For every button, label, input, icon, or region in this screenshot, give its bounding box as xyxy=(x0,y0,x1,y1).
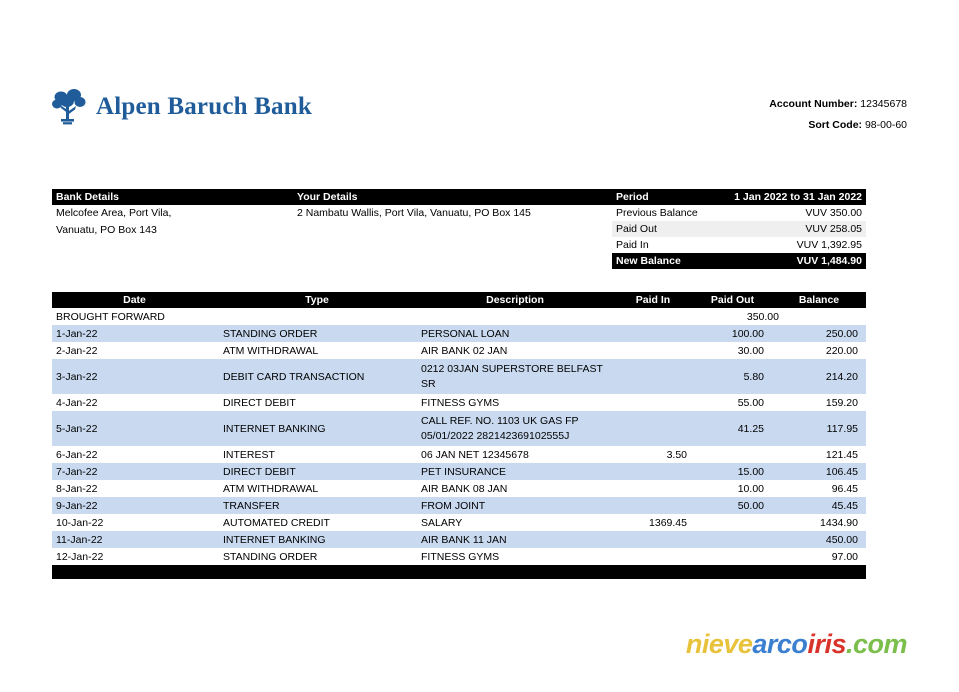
column-header-paid-in: Paid In xyxy=(635,294,671,306)
cell-description: 06 JAN NET 12345678 xyxy=(421,448,529,461)
account-number-line xyxy=(769,98,907,110)
table-row xyxy=(52,342,866,359)
cell-date: 3-Jan-22 xyxy=(56,370,98,383)
table-row xyxy=(52,531,866,548)
cell-date: 5-Jan-22 xyxy=(56,422,98,435)
cell-balance: 97.00 xyxy=(831,550,858,563)
cell-paid-out: 30.00 xyxy=(737,344,764,357)
table-row xyxy=(52,411,866,446)
table-row xyxy=(52,497,866,514)
table-row xyxy=(52,359,866,394)
brought-forward-row xyxy=(52,308,866,325)
column-header-balance: Balance xyxy=(798,294,840,306)
transactions-table xyxy=(52,292,866,579)
address-row xyxy=(52,205,612,222)
cell-date: 7-Jan-22 xyxy=(56,465,98,478)
cell-type: ATM WITHDRAWAL xyxy=(223,344,319,357)
tree-logo-icon xyxy=(52,88,86,126)
account-number-label: Account Number: xyxy=(769,98,858,110)
cell-balance: 220.00 xyxy=(825,344,858,357)
table-row xyxy=(52,463,866,480)
cell-description: PERSONAL LOAN xyxy=(421,327,510,340)
cell-description: SALARY xyxy=(421,516,463,529)
cell-type: INTERNET BANKING xyxy=(223,533,326,546)
details-section xyxy=(52,189,866,269)
watermark-part-4: .com xyxy=(845,629,907,659)
watermark-part-3: iris xyxy=(807,629,846,659)
sort-code-value: 98-00-60 xyxy=(864,119,907,131)
summary-row-new-balance xyxy=(612,253,866,269)
summary-label: Paid Out xyxy=(616,223,657,235)
cell-balance: 250.00 xyxy=(825,327,858,340)
column-header-description: Description xyxy=(486,294,544,306)
cell-type: DIRECT DEBIT xyxy=(223,465,296,478)
table-row xyxy=(52,325,866,342)
watermark-part-2: arco xyxy=(752,629,808,659)
brand xyxy=(52,88,312,126)
cell-balance: 45.45 xyxy=(831,499,858,512)
cell-date: 8-Jan-22 xyxy=(56,482,98,495)
cell-type: TRANSFER xyxy=(223,499,280,512)
address-block xyxy=(52,189,612,269)
cell-balance: 159.20 xyxy=(825,396,858,409)
cell-date: 1-Jan-22 xyxy=(56,327,98,340)
cell-description: 0212 03JAN SUPERSTORE BELFAST SR xyxy=(421,362,603,390)
summary-block xyxy=(612,189,866,269)
cell-paid-out: 50.00 xyxy=(737,499,764,512)
cell-date: 9-Jan-22 xyxy=(56,499,98,512)
cell-date: 6-Jan-22 xyxy=(56,448,98,461)
summary-label: Paid In xyxy=(616,239,649,251)
cell-date: 2-Jan-22 xyxy=(56,344,98,357)
cell-paid-out: 100.00 xyxy=(731,327,764,340)
column-header-type: Type xyxy=(305,294,329,306)
account-number-value: 12345678 xyxy=(860,98,907,110)
cell-date: 12-Jan-22 xyxy=(56,550,104,563)
details-header-row xyxy=(52,189,612,205)
account-info xyxy=(769,98,907,140)
summary-value: VUV 350.00 xyxy=(805,207,862,219)
bank-address-line1: Melcofee Area, Port Vila, xyxy=(56,207,172,219)
summary-row-paid-in xyxy=(612,237,866,253)
brought-forward-balance: 350.00 xyxy=(746,310,779,323)
cell-paid-out: 5.80 xyxy=(743,370,764,383)
summary-row-paid-out xyxy=(612,221,866,237)
cell-balance: 121.45 xyxy=(825,448,858,461)
cell-paid-in: 3.50 xyxy=(666,448,687,461)
cell-description: AIR BANK 08 JAN xyxy=(421,482,508,495)
brought-forward-label: BROUGHT FORWARD xyxy=(56,310,165,323)
summary-label: New Balance xyxy=(616,255,681,267)
cell-balance: 96.45 xyxy=(831,482,858,495)
cell-paid-in: 1369.45 xyxy=(649,516,687,529)
cell-balance: 214.20 xyxy=(825,370,858,383)
cell-balance: 117.95 xyxy=(826,422,858,435)
summary-row-previous-balance xyxy=(612,205,866,221)
cell-type: ATM WITHDRAWAL xyxy=(223,482,319,495)
cell-type: DIRECT DEBIT xyxy=(223,396,296,409)
period-header-row xyxy=(612,189,866,205)
period-value: 1 Jan 2022 to 31 Jan 2022 xyxy=(734,191,862,203)
summary-value: VUV 1,392.95 xyxy=(796,239,862,251)
cell-date: 10-Jan-22 xyxy=(56,516,104,529)
cell-balance: 106.45 xyxy=(825,465,858,478)
summary-value: VUV 258.05 xyxy=(805,223,862,235)
bank-name: Alpen Baruch Bank xyxy=(96,93,312,120)
cell-description: AIR BANK 11 JAN xyxy=(421,533,507,546)
cell-description: FITNESS GYMS xyxy=(421,396,500,409)
watermark-part-1: nieve xyxy=(685,629,753,659)
table-footer-bar xyxy=(52,565,866,579)
bank-details-header: Bank Details xyxy=(56,191,120,203)
summary-value: VUV 1,484.90 xyxy=(796,255,862,267)
cell-paid-out: 55.00 xyxy=(737,396,764,409)
column-header-date: Date xyxy=(123,294,146,306)
cell-type: INTEREST xyxy=(223,448,275,461)
period-header: Period xyxy=(616,191,649,203)
cell-description: PET INSURANCE xyxy=(421,465,506,478)
cell-balance: 1434.90 xyxy=(820,516,858,529)
bank-address-line2: Vanuatu, PO Box 143 xyxy=(56,224,157,236)
cell-date: 4-Jan-22 xyxy=(56,396,98,409)
cell-paid-out: 41.25 xyxy=(737,422,764,435)
table-row xyxy=(52,446,866,463)
your-address-line2 xyxy=(297,222,612,239)
table-row xyxy=(52,514,866,531)
address-row xyxy=(52,222,612,239)
cell-description: CALL REF. NO. 1103 UK GAS FP 05/01/2022 282142369102555J xyxy=(421,414,579,442)
cell-date: 11-Jan-22 xyxy=(56,533,103,546)
sort-code-line xyxy=(769,119,907,131)
cell-type: INTERNET BANKING xyxy=(223,422,326,435)
watermark xyxy=(686,629,907,660)
your-address-line1: 2 Nambatu Wallis, Port Vila, Vanuatu, PO Box 145 xyxy=(297,207,531,219)
cell-description: FITNESS GYMS xyxy=(421,550,500,563)
cell-description: FROM JOINT xyxy=(421,499,486,512)
cell-balance: 450.00 xyxy=(825,533,858,546)
column-header-paid-out: Paid Out xyxy=(710,294,755,306)
your-details-header: Your Details xyxy=(297,191,358,203)
sort-code-label: Sort Code: xyxy=(808,119,863,131)
cell-paid-out: 10.00 xyxy=(737,482,764,495)
transactions-header-row xyxy=(52,292,866,308)
cell-paid-out: 15.00 xyxy=(737,465,764,478)
cell-type: AUTOMATED CREDIT xyxy=(223,516,330,529)
cell-type: DEBIT CARD TRANSACTION xyxy=(223,370,365,383)
cell-type: STANDING ORDER xyxy=(223,550,318,563)
summary-label: Previous Balance xyxy=(616,207,698,219)
cell-type: STANDING ORDER xyxy=(223,327,318,340)
table-row xyxy=(52,394,866,411)
statement-header xyxy=(52,88,907,148)
table-row xyxy=(52,548,866,565)
cell-description: AIR BANK 02 JAN xyxy=(421,344,508,357)
table-row xyxy=(52,480,866,497)
